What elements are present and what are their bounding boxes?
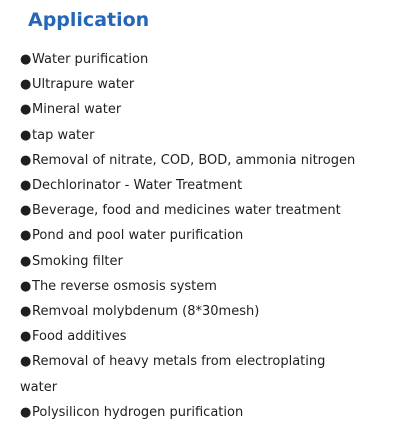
list-item-text: Water purification [32,52,149,67]
bullet-icon: ● [20,404,32,420]
list-item-text: Removal of nitrate, COD, BOD, ammonia nitrogen [32,152,356,168]
list-item [20,72,395,97]
list-item-text: Removal of heavy metals from electroplating water [20,354,326,395]
list-item-text: Smoking filter [32,253,123,269]
list-item-text: Ultrapure water [32,77,135,93]
list-item [20,299,395,324]
section-heading: Application [28,9,150,31]
list-item [20,198,395,223]
list-item [20,274,395,299]
list-item [20,249,395,274]
list-item [20,47,395,72]
list-item-text: Dechlorinator - Water Treatment [32,178,243,194]
bullet-icon: ● [20,52,32,67]
list-item [20,148,395,173]
list-item-text: tap water [32,127,95,143]
bullet-icon: ● [20,354,32,370]
bullet-icon: ● [20,253,32,269]
bullet-icon: ● [20,203,32,219]
bullet-icon: ● [20,228,32,244]
application-list [20,47,395,425]
list-item [20,173,395,198]
list-item [20,97,395,122]
bullet-icon: ● [20,178,32,194]
list-item-text: Mineral water [32,102,122,118]
list-item-text: Remvoal molybdenum (8*30mesh) [32,304,260,320]
list-item-text: Pond and pool water purification [32,228,244,244]
list-item [20,123,395,148]
bullet-icon: ● [20,77,32,93]
list-item [20,324,395,349]
bullet-icon: ● [20,102,32,118]
list-item [20,223,395,248]
bullet-icon: ● [20,152,32,168]
list-item [20,349,360,399]
bullet-icon: ● [20,127,32,143]
bullet-icon: ● [20,278,32,294]
list-item-text: The reverse osmosis system [32,278,217,294]
bullet-icon: ● [20,304,32,320]
list-item-text: Polysilicon hydrogen purification [32,404,244,420]
list-item-text: Food additives [32,329,127,345]
list-item [20,400,395,425]
bullet-icon: ● [20,329,32,345]
list-item-text: Beverage, food and medicines water treatment [32,203,341,219]
